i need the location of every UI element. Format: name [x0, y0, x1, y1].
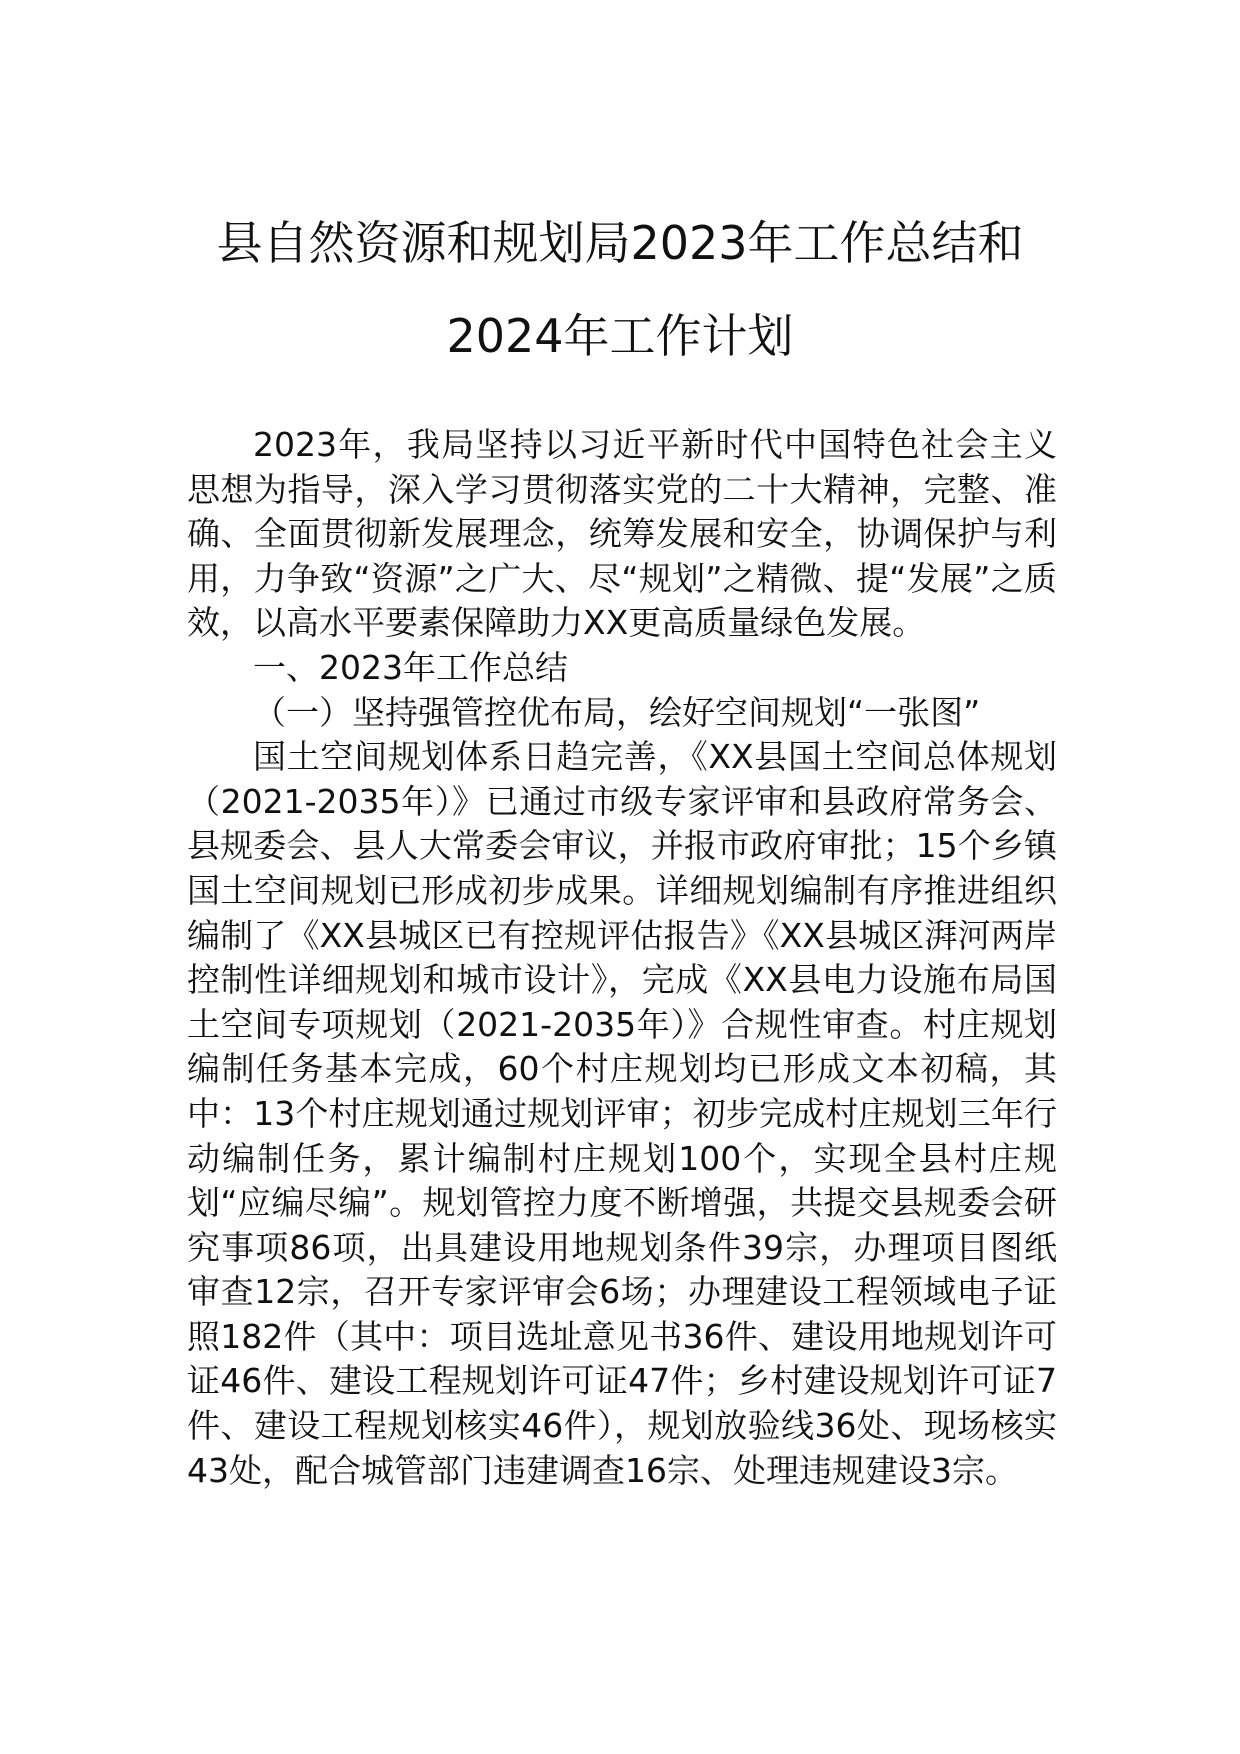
section-heading: 一、2023年工作总结 [253, 647, 568, 687]
subsection-heading: （一）坚持强管控优布局，绘好空间规划“一张图” [253, 692, 981, 732]
body-paragraph: 国土空间规划体系日趋完善，《XX县国土空间总体规划（2021-2035年）》已通过市级专家评审和县政府常务会、县规委会、县人大常委会审议，并报市政府审批；15个乡镇国土空间规划已形成初步成果。详细规划编制有序推进组织编制了《XX县城区已有控规评估报告》《XX县城区湃河两岸控制性详细规划和城市设计》，完成《XX县电力设施布局国土空间专项规划（2021-2035年）》合规性审查。村庄规划编制任务基本完成，60个村庄规划均已形成文本初稿，其中：13个村庄规划通过规划评审；初步完成村庄规划三年行动编制任务，累计编制村庄规划100个，实现全县村庄规划“应编尽编”。规划管控力度不断增强，共提交县规委会研究事项86项，出具建设用地规划条件39宗，办理项目图纸审查12宗，召开专家评审会6场；办理建设工程领域电子证照182件（其中：项目选址意见书36件、建设用地规划许可证46件、建设工程规划许可证47件；乡村建设规划许可证7件、建设工程规划核实46件），规划放验线36处、现场核实43处，配合城管部门违建调查16宗、处理违规建设3宗。 [187, 737, 1057, 1490]
intro-paragraph: 2023年，我局坚持以习近平新时代中国特色社会主义思想为指导，深入学习贯彻落实党的二十大精神，完整、准确、全面贯彻新发展理念，统筹发展和安全，协调保护与利用，力争致“资源”之广大、尽“规划”之精微、提“发展”之质效，以高水平要素保障助力XX更高质量绿色发展。 [187, 425, 1057, 643]
document-body [187, 423, 1057, 1493]
document-title-line-2: 2024年工作计划 [446, 309, 794, 363]
document-title-line-1: 县自然资源和规划局2023年工作总结和 [216, 216, 1024, 270]
